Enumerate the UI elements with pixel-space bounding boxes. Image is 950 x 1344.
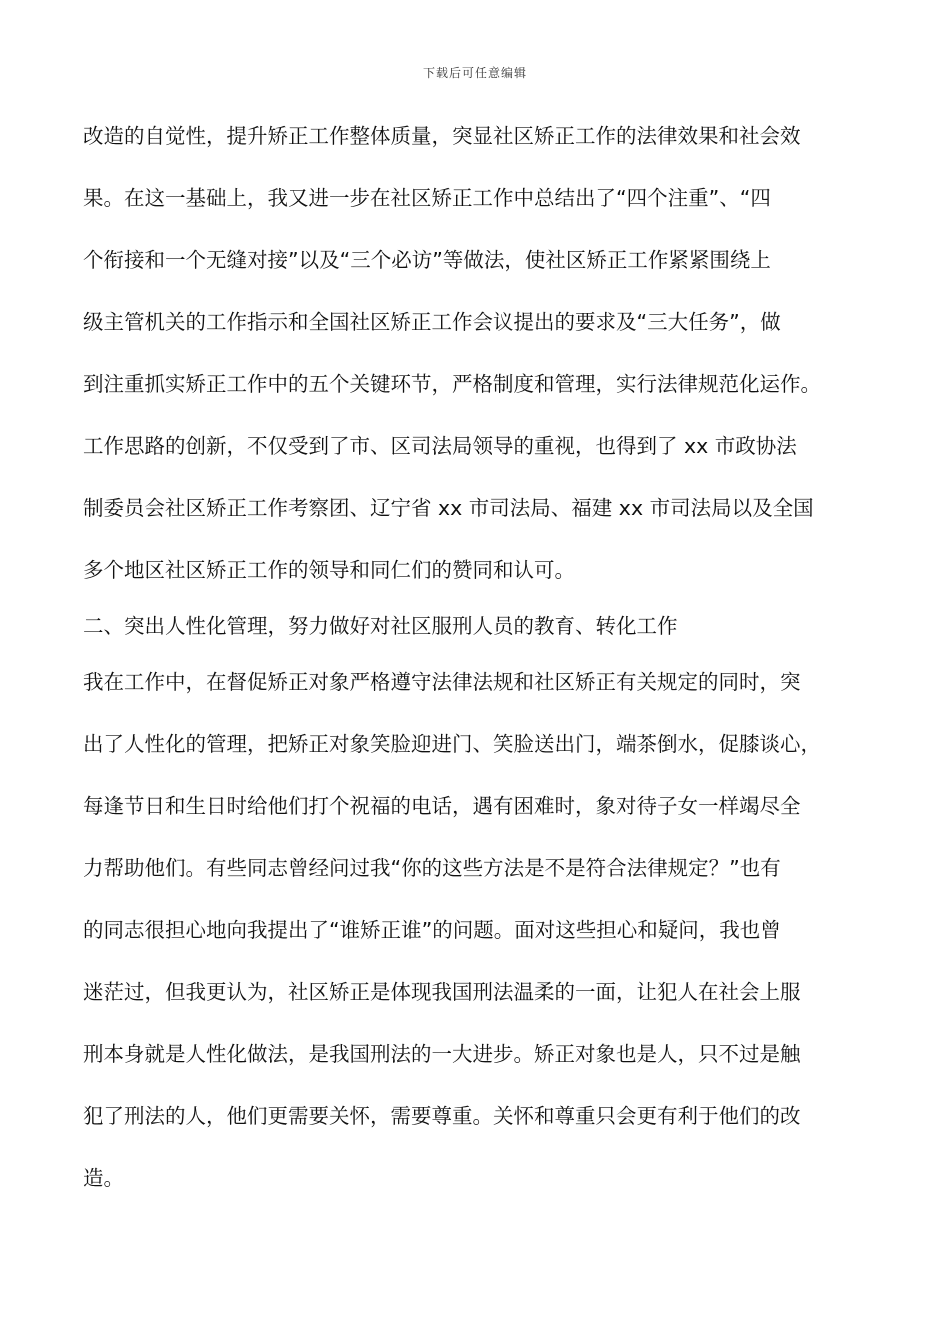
text-line: 的同志很担心地向我提出了“谁矫正谁”的问题。面对这些担心和疑问，我也曾	[83, 918, 781, 942]
text-line: 级主管机关的工作指示和全国社区矫正工作会议提出的要求及“三大任务”，做	[83, 310, 781, 334]
text-line: 个衔接和一个无缝对接”以及“三个必访”等做法，使社区矫正工作紧紧围绕上	[83, 248, 771, 272]
text-line: 刑本身就是人性化做法，是我国刑法的一大进步。矫正对象也是人，只不过是触	[83, 1042, 801, 1066]
text-line: 改造的自觉性，提升矫正工作整体质量，突显社区矫正工作的法律效果和社会效	[83, 124, 801, 148]
text-line: 犯了刑法的人，他们更需要关怀，需要尊重。关怀和尊重只会更有利于他们的改	[83, 1104, 801, 1128]
text-line: 迷茫过，但我更认为，社区矫正是体现我国刑法温柔的一面，让犯人在社会上服	[83, 980, 801, 1004]
section-heading: 二、突出人性化管理，努力做好对社区服刑人员的教育、转化工作	[83, 614, 678, 638]
text-line: 制委员会社区矫正工作考察团、辽宁省 xx 市司法局、福建 xx 市司法局以及全国	[83, 496, 814, 520]
text-line: 我在工作中，在督促矫正对象严格遵守法律法规和社区矫正有关规定的同时，突	[83, 670, 801, 694]
page-header: 下载后可任意编辑	[422, 66, 527, 80]
text-line: 力帮助他们。有些同志曾经问过我“你的这些方法是不是符合法律规定？”也有	[83, 856, 781, 880]
text-line: 造。	[83, 1166, 124, 1190]
text-line: 果。在这一基础上，我又进一步在社区矫正工作中总结出了“四个注重”、“四	[83, 186, 771, 210]
text-line: 出了人性化的管理，把矫正对象笑脸迎进门、笑脸送出门，端茶倒水，促膝谈心，	[83, 732, 821, 756]
text-line: 到注重抓实矫正工作中的五个关键环节，严格制度和管理，实行法律规范化运作。	[83, 372, 821, 396]
text-line: 每逢节日和生日时给他们打个祝福的电话，遇有困难时，象对待子女一样竭尽全	[83, 794, 801, 818]
document-body	[83, 118, 873, 1222]
text-line: 工作思路的创新，不仅受到了市、区司法局领导的重视，也得到了 xx 市政协法	[83, 434, 797, 458]
text-line: 多个地区社区矫正工作的领导和同仁们的赞同和认可。	[83, 558, 575, 582]
